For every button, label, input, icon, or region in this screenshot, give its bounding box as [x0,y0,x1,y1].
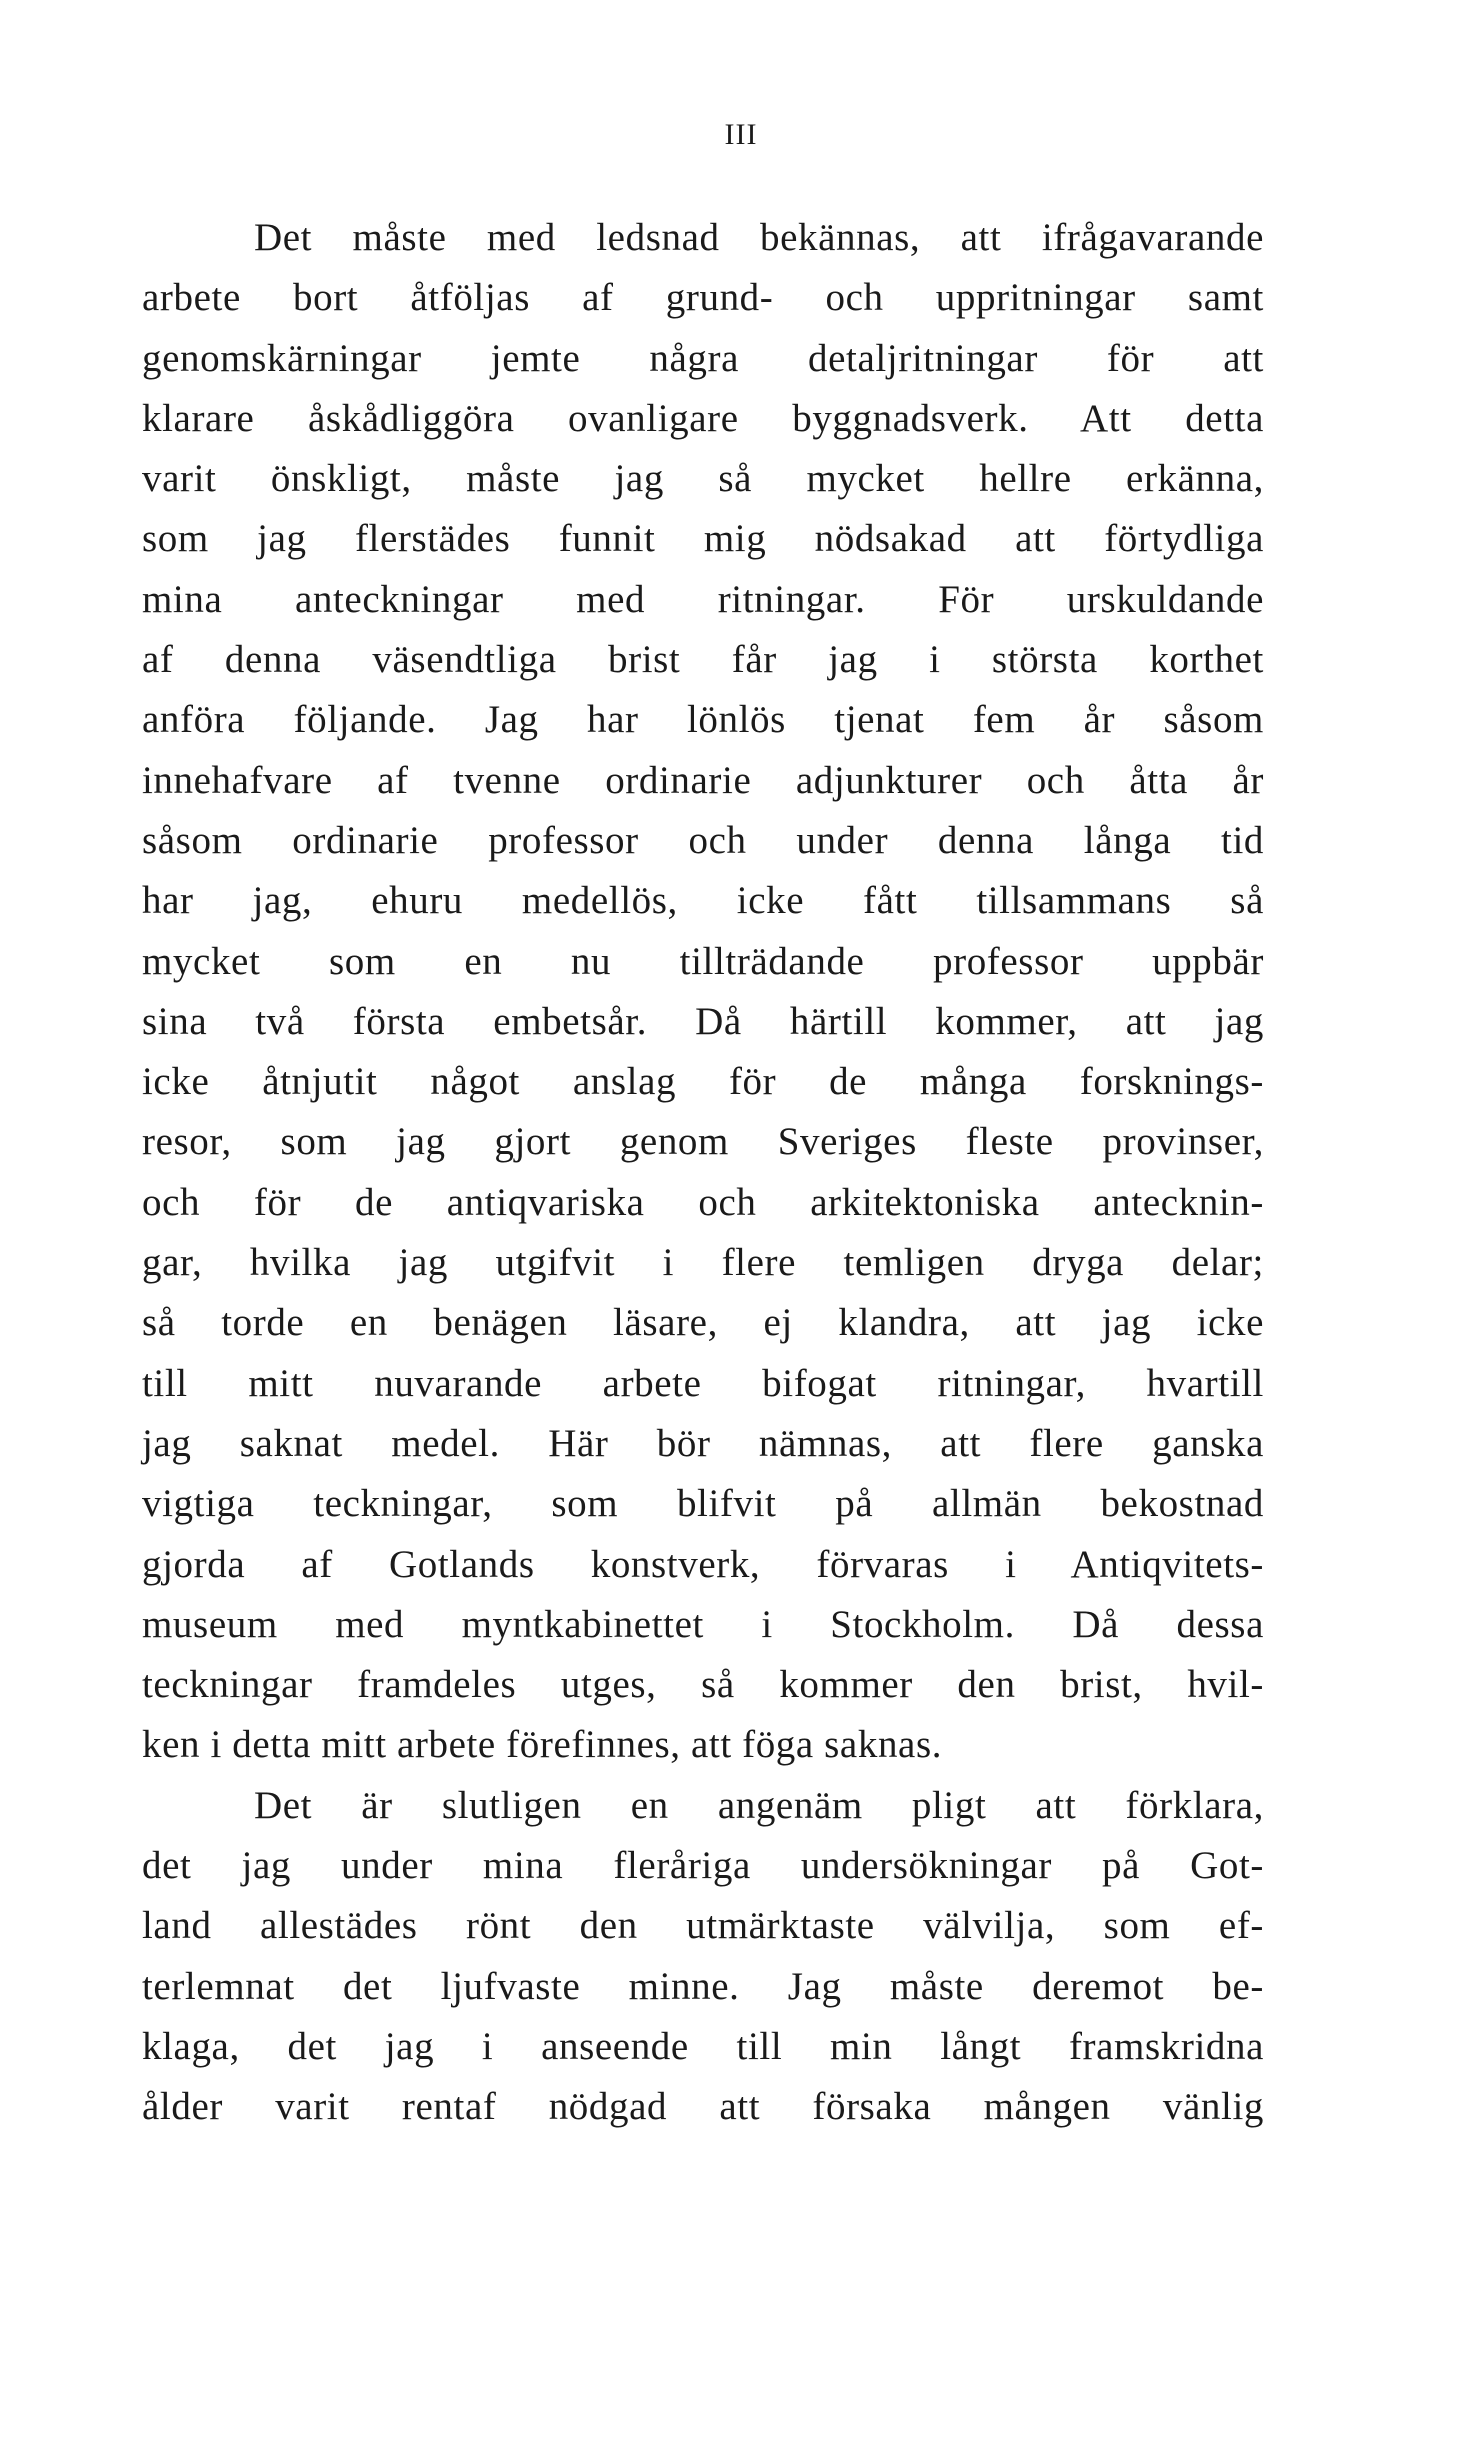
text-line: vigtiga teckningar, som blifvit på allmän bekostnad [142,1482,1264,1526]
text-line: sina två första embetsår. Då härtill kommer, att jag [142,999,1264,1043]
text-line: har jag, ehuru medellös, icke fått tillsammans så [142,879,1264,923]
text-line: klarare åskådliggöra ovanligare byggnadsverk. Att detta [142,396,1264,440]
text-line: af denna väsendtliga brist får jag i största korthet [142,638,1264,682]
text-line: varit önskligt, måste jag så mycket hellre erkänna, [142,457,1264,501]
text-line: såsom ordinarie professor och under denna långa tid [142,818,1264,862]
text-line: Det måste med ledsnad bekännas, att ifrågavarande [254,216,1264,259]
text-line: genomskärningar jemte några detaljritningar för att [142,336,1264,380]
text-line: ken i detta mitt arbete förefinnes, att föga saknas. [142,1723,943,1767]
text-line: resor, som jag gjort genom Sveriges fleste provinser, [142,1120,1264,1164]
text-line: till mitt nuvarande arbete bifogat ritningar, hvartill [142,1361,1264,1405]
page-number: III [724,118,758,151]
text-line: icke åtnjutit något anslag för de många forsknings- [142,1060,1264,1104]
text-line: ålder varit rentaf nödgad att försaka mången vänlig [142,2085,1264,2129]
text-line: anföra följande. Jag har lönlös tjenat fem år såsom [142,698,1264,742]
text-line: gar, hvilka jag utgifvit i flere temligen dryga delar; [142,1241,1264,1285]
text-line: terlemnat det ljufvaste minne. Jag måste deremot be- [142,1964,1264,2008]
text-line: och för de antiqvariska och arkitektoniska antecknin- [142,1180,1264,1224]
body-text [142,208,1264,2138]
text-line: land allestädes rönt den utmärktaste välvilja, som ef- [142,1904,1264,1948]
text-line: arbete bort åtföljas af grund- och uppritningar samt [142,276,1264,320]
text-line: det jag under mina fleråriga undersökningar på Got- [142,1844,1264,1888]
text-line: teckningar framdeles utges, så kommer den brist, hvil- [142,1663,1264,1707]
text-line: som jag flerstädes funnit mig nödsakad att förtydliga [142,517,1264,561]
text-line: klaga, det jag i anseende till min långt framskridna [142,2024,1264,2068]
text-line: innehafvare af tvenne ordinarie adjunkturer och åtta år [142,758,1264,802]
text-line: mina anteckningar med ritningar. För urskuldande [142,577,1264,621]
text-line: mycket som en nu tillträdande professor uppbär [142,939,1264,983]
text-line: Det är slutligen en angenäm pligt att förklara, [254,1783,1264,1827]
text-line: så torde en benägen läsare, ej klandra, att jag icke [142,1301,1264,1345]
text-line: gjorda af Gotlands konstverk, förvaras i Antiqvitets- [142,1542,1264,1586]
text-line: museum med myntkabinettet i Stockholm. Då dessa [142,1602,1264,1646]
text-line: jag saknat medel. Här bör nämnas, att flere ganska [142,1421,1264,1465]
